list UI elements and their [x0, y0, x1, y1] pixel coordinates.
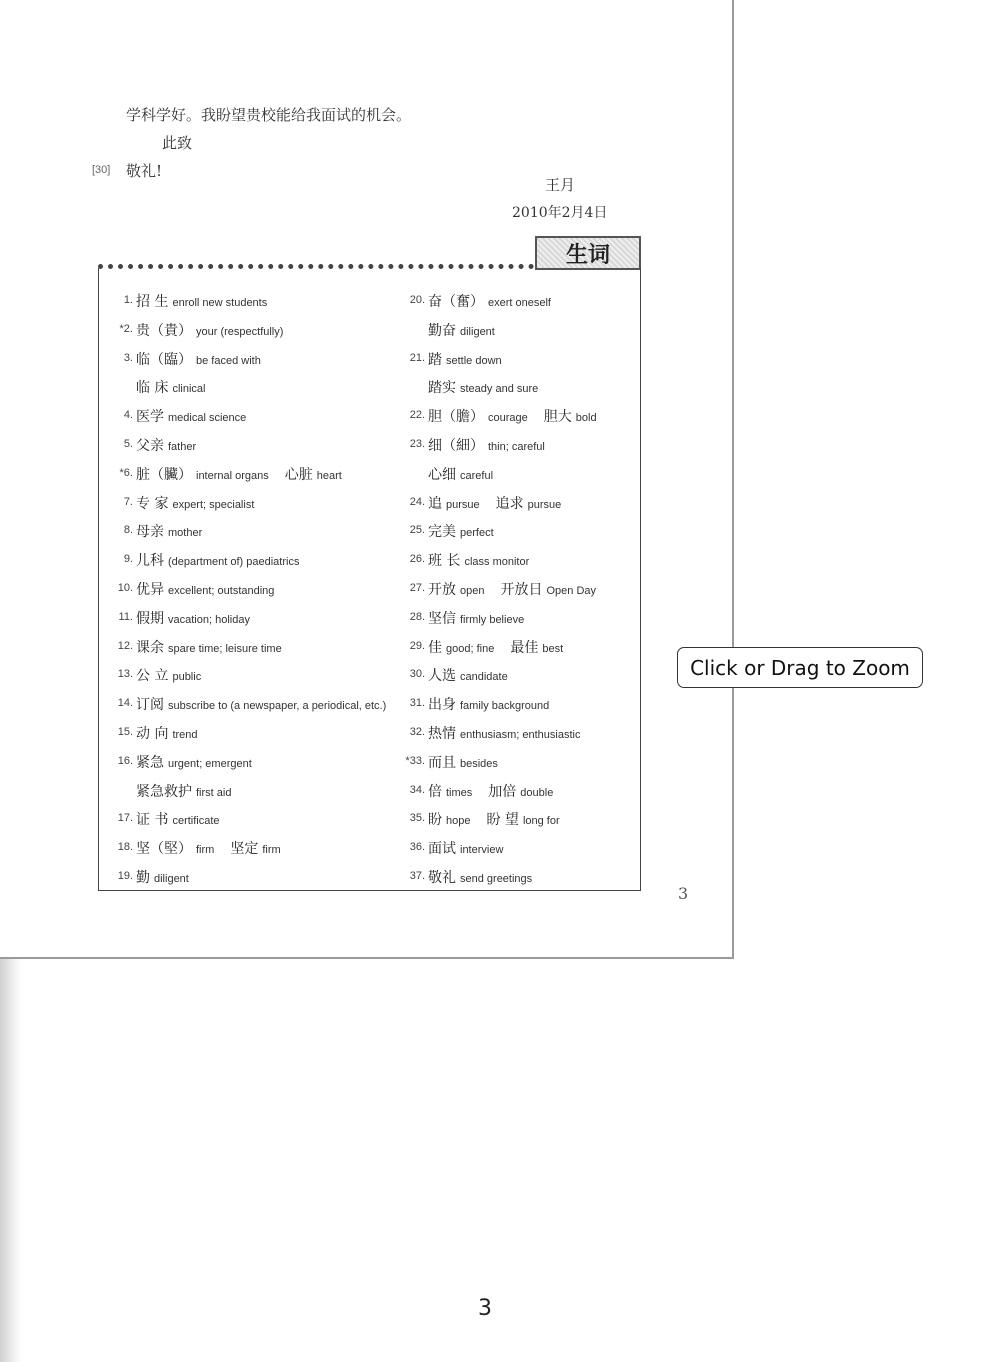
- vocab-word: 佳: [428, 639, 442, 656]
- vocab-meaning: candidate: [460, 671, 508, 684]
- vocab-meaning-compound: Open Day: [546, 585, 597, 597]
- vocab-word: 动 向: [136, 726, 169, 742]
- vocab-meaning: times: [446, 786, 473, 799]
- vocab-item: [123, 493, 255, 513]
- vocab-word: 热情: [428, 726, 456, 742]
- vocab-item: [409, 291, 551, 311]
- vocab-meaning: subscribe to (a newspaper, a periodical, etc.): [168, 700, 387, 713]
- vocab-word-compound: 最佳: [510, 639, 539, 656]
- vocab-meaning: interview: [460, 844, 504, 857]
- vocab-item: [409, 608, 525, 628]
- vocab-word: 坚信: [428, 610, 456, 627]
- vocab-meaning: first aid: [196, 786, 232, 799]
- vocab-word: 敬礼: [428, 870, 456, 886]
- vocab-meaning: firm: [196, 844, 215, 857]
- vocab-item: [117, 809, 220, 829]
- vocab-meaning: certificate: [172, 815, 220, 828]
- vocab-number: 34.: [409, 783, 425, 796]
- vocab-number: 17.: [117, 812, 133, 825]
- vocab-meaning: clinical: [172, 383, 206, 396]
- vocab-item: [119, 464, 342, 484]
- vocab-word: 订阅: [136, 697, 164, 714]
- vocab-number: 11.: [118, 610, 133, 623]
- vocab-item: [409, 665, 508, 685]
- vocab-meaning: public: [172, 671, 202, 684]
- vocab-item: [409, 550, 530, 570]
- vocab-word: 勤奋: [428, 322, 456, 339]
- vocab-word-compound: 盼 望: [486, 812, 519, 829]
- vocab-number: *6.: [119, 466, 133, 479]
- vocab-number: 19.: [117, 870, 133, 882]
- vocab-meaning: thin; careful: [488, 441, 545, 453]
- vocab-number: 26.: [409, 553, 425, 566]
- vocab-item: [409, 349, 502, 369]
- vocab-meaning: hope: [446, 815, 471, 828]
- vocab-word: 招 生: [136, 294, 169, 310]
- vocab-item: [123, 349, 261, 369]
- vocab-number: 30.: [409, 668, 425, 681]
- vocab-meaning: diligent: [460, 325, 495, 338]
- vocab-word: 奋（奮）: [428, 294, 484, 310]
- vocab-number: 3.: [123, 351, 133, 364]
- vocab-word: 公 立: [136, 668, 169, 685]
- vocab-meaning: careful: [460, 469, 494, 482]
- vocab-item: [123, 550, 300, 570]
- vocab-meaning: be faced with: [196, 354, 261, 367]
- vocab-meaning: send greetings: [460, 873, 533, 885]
- vocab-number: 5.: [123, 438, 133, 450]
- vocab-word: 追: [428, 495, 442, 512]
- vocab-meaning: good; fine: [446, 642, 495, 655]
- vocab-meaning: trend: [172, 729, 198, 741]
- vocab-item: [123, 406, 247, 426]
- vocab-meaning: mother: [168, 527, 203, 540]
- vocab-number: *33.: [405, 754, 425, 767]
- vocab-meaning: father: [168, 441, 197, 453]
- vocab-word: 倍: [428, 783, 442, 800]
- vocab-item: [409, 867, 533, 887]
- vocab-item: [428, 464, 493, 484]
- vocab-item: [117, 637, 282, 657]
- vocab-word: 人选: [428, 668, 456, 685]
- vocab-word: 假期: [136, 610, 164, 627]
- vocab-item: [409, 579, 597, 599]
- vocab-number: 35.: [409, 812, 425, 825]
- vocab-word-compound: 加倍: [488, 783, 517, 800]
- vocab-number: 27.: [409, 582, 425, 594]
- vocab-number: 10.: [117, 582, 133, 594]
- vocab-number: 9.: [123, 553, 133, 566]
- vocab-word: 贵（貴）: [136, 322, 192, 339]
- vocab-word: 脏（臟）: [136, 466, 192, 483]
- vocab-item: [409, 493, 562, 513]
- vocab-number: 36.: [409, 841, 425, 854]
- vocab-number: 23.: [409, 438, 425, 450]
- vocab-item: [428, 320, 495, 340]
- vocab-item: [409, 723, 581, 743]
- vocab-number: 12.: [117, 639, 133, 652]
- vocab-item: [409, 838, 504, 858]
- vocab-word: 细（細）: [428, 438, 484, 454]
- vocab-item: [409, 435, 545, 455]
- vocab-meaning: pursue: [446, 498, 480, 511]
- vocab-number: 7.: [123, 495, 133, 508]
- vocab-item: [136, 377, 205, 397]
- vocab-meaning: family background: [460, 700, 550, 713]
- vocab-meaning-compound: best: [542, 642, 564, 655]
- vocab-word: 医学: [136, 409, 164, 426]
- vocab-word-compound: 开放日: [500, 582, 543, 598]
- vocab-meaning: expert; specialist: [172, 498, 255, 511]
- vocab-meaning: besides: [460, 757, 498, 770]
- vocab-word: 紧急救护: [136, 783, 192, 800]
- vocab-meaning: internal organs: [196, 469, 269, 482]
- vocab-item: [409, 809, 560, 829]
- vocab-meaning: courage: [488, 412, 528, 425]
- vocab-number: 32.: [409, 726, 425, 738]
- vocab-item: [409, 781, 554, 801]
- zoom-button[interactable]: Click or Drag to Zoom: [677, 647, 923, 688]
- vocab-number: 8.: [123, 524, 133, 537]
- vocab-number: 28.: [409, 610, 425, 623]
- letter-greeting: 敬礼!: [126, 162, 163, 180]
- vocab-word: 而且: [428, 754, 456, 771]
- vocab-number: 14.: [117, 697, 133, 710]
- vocab-word: 临（臨）: [136, 351, 192, 368]
- vocab-item: [409, 521, 494, 541]
- vocab-item: [409, 406, 597, 426]
- vocab-word-compound: 坚定: [230, 841, 259, 858]
- vocab-item: [117, 752, 252, 772]
- vocab-item: [123, 435, 197, 455]
- vocab-number: 29.: [409, 639, 425, 652]
- vocab-item: [118, 608, 250, 628]
- vocab-meaning-compound: double: [520, 786, 554, 799]
- vocab-meaning-compound: bold: [575, 412, 597, 425]
- vocab-meaning-compound: heart: [316, 469, 342, 482]
- vocab-word: 优异: [136, 582, 164, 598]
- vocab-meaning: (department of) paediatrics: [168, 556, 300, 569]
- vocab-word: 临 床: [136, 380, 169, 397]
- vocab-word: 紧急: [136, 754, 164, 771]
- vocab-item: [136, 781, 231, 801]
- vocab-word: 踏实: [428, 380, 456, 397]
- vocab-number: 4.: [123, 409, 133, 422]
- vocab-item: [405, 752, 498, 772]
- vocab-meaning-compound: firm: [262, 844, 281, 857]
- vocab-word: 证 书: [136, 812, 169, 829]
- line-marker: [30]: [92, 164, 111, 176]
- vocab-word-compound: 追求: [495, 495, 524, 512]
- vocab-word: 勤: [136, 870, 150, 886]
- vocab-item: [117, 838, 281, 858]
- vocab-number: 31.: [409, 697, 425, 710]
- vocab-number: 16.: [117, 754, 133, 767]
- vocab-word: 出身: [428, 697, 456, 714]
- vocab-meaning: enroll new students: [172, 297, 268, 309]
- vocab-word: 专 家: [136, 495, 169, 512]
- viewer-page-number: 3: [478, 1296, 492, 1321]
- vocab-number: 20.: [409, 294, 425, 306]
- vocab-item: [428, 377, 538, 397]
- vocab-word: 课余: [136, 639, 164, 656]
- vocab-meaning: steady and sure: [460, 383, 539, 396]
- vocab-item: [123, 291, 268, 311]
- vocab-word: 父亲: [136, 438, 164, 454]
- vocab-word: 坚（堅）: [136, 841, 192, 858]
- vocab-word: 踏: [428, 351, 442, 368]
- vocab-word-compound: 胆大: [543, 409, 572, 426]
- vocab-meaning: open: [460, 585, 485, 597]
- vocab-meaning: class monitor: [464, 556, 530, 569]
- vocab-meaning: medical science: [168, 412, 247, 425]
- vocab-word: 母亲: [136, 524, 164, 541]
- vocab-number: 18.: [117, 841, 133, 854]
- vocab-word: 开放: [428, 582, 456, 598]
- vocab-item: [117, 579, 275, 599]
- vocab-number: 21.: [409, 351, 425, 364]
- vocab-number: 13.: [117, 668, 133, 681]
- vocab-item: [123, 521, 203, 541]
- vocab-number: 15.: [117, 726, 133, 738]
- vocab-item: [117, 723, 198, 743]
- vocab-item: [119, 320, 284, 340]
- letter-signature: 王月: [545, 176, 576, 194]
- vocab-meaning: settle down: [446, 354, 502, 367]
- letter-date: 2010年2月4日: [512, 205, 608, 221]
- vocab-meaning: your (respectfully): [196, 325, 284, 338]
- vocab-meaning: diligent: [154, 873, 189, 885]
- vocab-number: 37.: [409, 870, 425, 882]
- vocab-item: [409, 694, 550, 714]
- vocab-meaning: urgent; emergent: [168, 757, 252, 770]
- vocab-meaning: excellent; outstanding: [168, 585, 275, 597]
- vocab-item: [409, 637, 564, 657]
- vocab-meaning: spare time; leisure time: [168, 642, 282, 655]
- vocab-meaning: firmly believe: [460, 613, 525, 626]
- vocab-item: [117, 665, 202, 685]
- vocab-number: 24.: [409, 495, 425, 508]
- vocab-meaning: exert oneself: [488, 297, 551, 309]
- vocab-item: [117, 867, 189, 887]
- vocab-meaning-compound: long for: [522, 815, 560, 828]
- vocab-number: 1.: [123, 294, 133, 306]
- letter-line-1: 学科学好。我盼望贵校能给我面试的机会。: [126, 106, 412, 124]
- vocab-meaning-compound: pursue: [527, 498, 562, 511]
- vocab-number: 22.: [409, 409, 425, 422]
- letter-closing: 此致: [162, 134, 193, 152]
- vocab-number: *2.: [119, 322, 133, 335]
- vocab-word: 胆（膽）: [428, 409, 484, 426]
- vocab-meaning: vacation; holiday: [168, 613, 250, 626]
- vocab-word: 儿科: [136, 553, 164, 570]
- vocab-word-compound: 心脏: [284, 466, 313, 483]
- vocab-word: 完美: [428, 524, 456, 541]
- vocab-word: 盼: [428, 812, 442, 829]
- vocab-word: 面试: [428, 841, 456, 858]
- vocab-meaning: perfect: [460, 527, 494, 540]
- vocab-meaning: enthusiasm; enthusiastic: [460, 729, 581, 741]
- printed-page-number: 3: [678, 884, 689, 903]
- vocab-number: 25.: [409, 524, 425, 537]
- vocab-item: [117, 694, 387, 714]
- vocab-title: 生词: [535, 236, 641, 270]
- vocab-word: 班 长: [428, 553, 461, 570]
- vocab-word: 心细: [428, 466, 456, 483]
